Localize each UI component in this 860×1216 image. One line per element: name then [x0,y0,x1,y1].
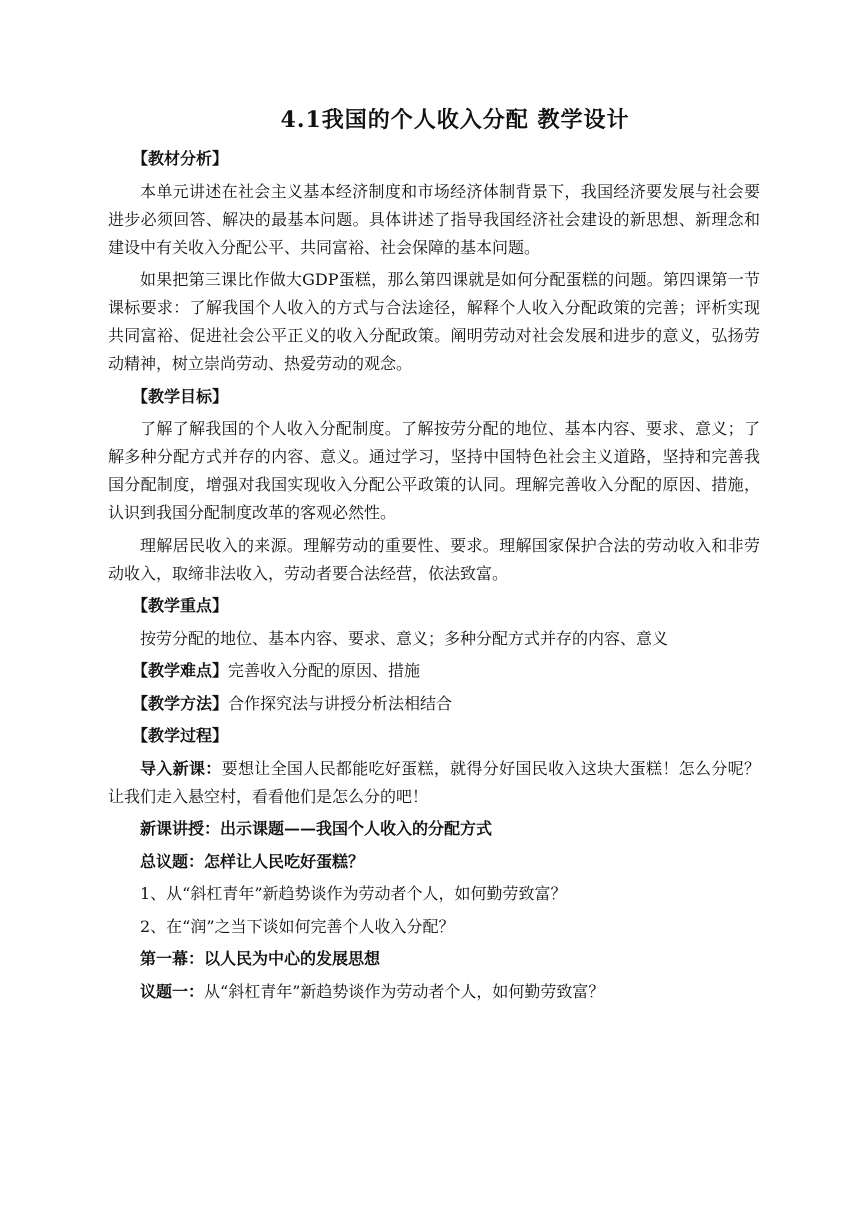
topic1-label: 议题一： [140,981,205,1001]
paragraph-main-topic: 总议题：怎样让人民吃好蛋糕？ [140,851,365,871]
heading-key-points: 【教学重点】 [132,596,229,615]
heading-teaching-goals: 【教学目标】 [132,386,229,406]
difficulty-line [108,657,760,685]
method-line [108,690,760,718]
document-body [108,145,760,1010]
heading-difficulty: 【教学难点】 [132,661,229,680]
method-text: 合作探究法与讲授分析法相结合 [228,693,453,713]
paragraph-act-1: 第一幕：以人民为中心的发展思想 [140,949,381,968]
paragraph-goals-1: 了解了解我国的个人收入分配制度。了解按劳分配的地位、基本内容、要求、意义；了解多种分配方式并存的内容、意义。通过学习，坚持中国特色社会主义道路，坚持和完善我国分配制度，增强对我国实现收入分配公平政策的认同。理解完善收入分配的原因、措施，认识到我国分配制度改革的客观必然性。 [108,419,760,522]
paragraph-key-points: 按劳分配的地位、基本内容、要求、意义；多种分配方式并存的内容、意义 [140,628,669,648]
heading-material-analysis: 【教材分析】 [132,149,229,168]
paragraph-topic-1 [108,978,760,1006]
intro-label: 导入新课： [140,758,222,778]
topic1-text: 从“斜杠青年”新趋势谈作为劳动者个人，如何勤劳致富？ [204,981,605,1001]
paragraph-goals-2: 理解居民收入的来源。理解劳动的重要性、要求。理解国家保护合法的劳动收入和非劳动收入，取缔非法收入，劳动者要合法经营，依法致富。 [108,535,760,583]
heading-teaching-process: 【教学过程】 [132,726,229,745]
document-title: 4.1我国的个人收入分配 教学设计 [280,107,630,133]
heading-method: 【教学方法】 [132,693,229,713]
intro-text: 要想让全国人民都能吃好蛋糕，就得分好国民收入这块大蛋糕！怎么分呢？让我们走入悬空村，看看他们是怎么分的吧！ [108,758,760,806]
list-item-1: 1、从“斜杠青年”新趋势谈作为劳动者个人，如何勤劳致富？ [140,884,567,903]
paragraph-material-1: 本单元讲述在社会主义基本经济制度和市场经济体制背景下，我国经济要发展与社会要进步必须回答、解决的最基本问题。具体讲述了指导我国经济社会建设的新思想、新理念和建设中有关收入分配公平、共同富裕、社会保障的基本问题。 [108,181,760,257]
list-item-2: 2、在“润”之当下谈如何完善个人收入分配？ [140,916,455,936]
paragraph-material-2: 如果把第三课比作做大GDP蛋糕，那么第四课就是如何分配蛋糕的问题。第四课第一节课标要求：了解我国个人收入的方式与合法途径，解释个人收入分配政策的完善；评析实现共同富裕、促进社会公平正义的收入分配政策。阐明劳动对社会发展和进步的意义，弘扬劳动精神，树立崇尚劳动、热爱劳动的观念。 [108,270,760,373]
paragraph-new-lesson: 新课讲授：出示课题——我国个人收入的分配方式 [140,819,493,838]
difficulty-text: 完善收入分配的原因、措施 [228,661,421,680]
paragraph-intro [108,755,760,811]
